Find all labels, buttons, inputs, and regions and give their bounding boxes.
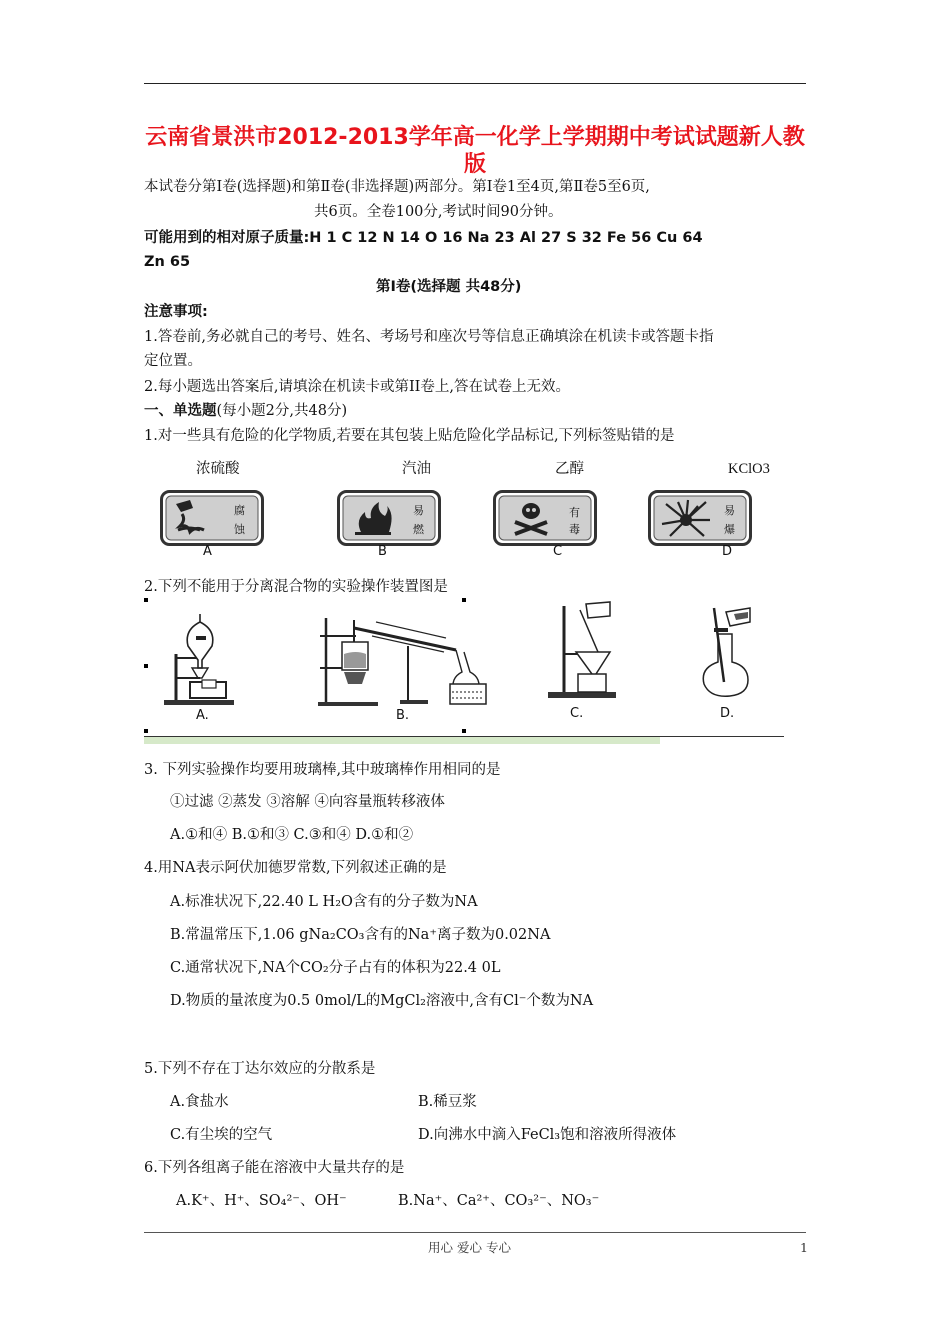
header-rule — [144, 83, 806, 84]
selection-handle — [144, 664, 148, 668]
q2-label-c: C. — [570, 706, 584, 721]
flammable-char-2: 燃 — [413, 523, 424, 536]
explosive-char-2: 爆 — [724, 523, 735, 536]
atomic-mass-line: 可能用到的相对原子质量:H 1 C 12 N 14 O 16 Na 23 Al 27 S 32 Fe 56 Cu 64 — [144, 230, 703, 246]
q2-label-d: D. — [720, 706, 735, 721]
part1-header: 第Ⅰ卷(选择题 共48分) — [376, 279, 522, 295]
q3-options: A.①和④ B.①和③ C.③和④ D.①和② — [170, 827, 414, 843]
separatory-funnel-apparatus — [160, 606, 238, 708]
section-1-scoring: (每小题2分,共48分) — [216, 403, 348, 419]
toxic-char-1: 有 — [569, 506, 580, 519]
q1-letter-c: C — [553, 544, 563, 559]
footer-rule — [144, 1232, 806, 1233]
q6-stem: 6.下列各组离子能在溶液中大量共存的是 — [144, 1160, 405, 1176]
q5-option-a: A.食盐水 — [170, 1094, 229, 1110]
intro-line-2: 共6页。全卷100分,考试时间90分钟。 — [314, 204, 563, 220]
notice-title: 注意事项: — [144, 304, 208, 320]
q4-option-b: B.常温常压下,1.06 gNa₂CO₃含有的Na⁺离子数为0.02NA — [170, 927, 551, 943]
atomic-mass-cont: Zn 65 — [144, 254, 191, 270]
q4-option-a: A.标准状况下,22.40 L H₂O含有的分子数为NA — [170, 894, 478, 910]
selection-handle — [144, 729, 148, 733]
q3-items: ①过滤 ②蒸发 ③溶解 ④向容量瓶转移液体 — [170, 794, 445, 810]
distillation-apparatus — [316, 606, 492, 710]
q1-substance-a: 浓硫酸 — [196, 461, 240, 477]
explosive-char-1: 易 — [724, 504, 735, 517]
page-number: 1 — [800, 1240, 808, 1255]
flammable-icon — [337, 490, 441, 546]
q4-option-c: C.通常状况下,NA个CO₂分子占有的体积为22.4 0L — [170, 960, 501, 976]
q5-option-c: C.有尘埃的空气 — [170, 1127, 273, 1143]
q1-letter-b: B — [378, 544, 387, 559]
section-1-title: 一、单选题 — [144, 403, 217, 419]
page-title: 云南省景洪市2012-2013学年高一化学上学期期中考试试题新人教版 — [145, 125, 805, 177]
toxic-char-2: 毒 — [569, 523, 580, 536]
q5-option-d: D.向沸水中滴入FeCl₃饱和溶液所得液体 — [418, 1127, 677, 1143]
q1-letter-d: D — [722, 544, 733, 559]
q1-substance-d: KClO3 — [728, 461, 770, 477]
figure-underline — [144, 736, 784, 737]
corrosive-char-1: 腐 — [234, 504, 245, 517]
explosive-icon — [648, 490, 752, 546]
highlight-band — [144, 736, 660, 744]
corrosive-char-2: 蚀 — [234, 523, 245, 536]
toxic-icon — [493, 490, 597, 546]
q6-option-a: A.K⁺、H⁺、SO₄²⁻、OH⁻ — [176, 1193, 347, 1209]
q6-option-b: B.Na⁺、Ca²⁺、CO₃²⁻、NO₃⁻ — [398, 1193, 600, 1209]
notice-1-line-1: 1.答卷前,务必就自己的考号、姓名、考场号和座次号等信息正确填涂在机读卡或答题卡指 — [144, 329, 714, 345]
intro-line-1: 本试卷分第Ⅰ卷(选择题)和第Ⅱ卷(非选择题)两部分。第Ⅰ卷1至4页,第Ⅱ卷5至6页, — [144, 179, 650, 195]
footer-motto: 用心 爱心 专心 — [428, 1240, 511, 1255]
selection-handle — [462, 598, 466, 602]
section-1-heading — [144, 401, 347, 421]
notice-2: 2.每小题选出答案后,请填涂在机读卡或第II卷上,答在试卷上无效。 — [144, 379, 571, 395]
q5-stem: 5.下列不存在丁达尔效应的分散系是 — [144, 1061, 376, 1077]
q2-stem: 2.下列不能用于分离混合物的实验操作装置图是 — [144, 579, 448, 595]
selection-handle — [144, 598, 148, 602]
q3-stem: 3. 下列实验操作均要用玻璃棒,其中玻璃棒作用相同的是 — [144, 762, 501, 778]
volumetric-flask-apparatus — [690, 604, 760, 702]
q4-option-d: D.物质的量浓度为0.5 0mol/L的MgCl₂溶液中,含有Cl⁻个数为NA — [170, 993, 594, 1009]
q2-label-a: A. — [196, 708, 209, 723]
q1-substance-c: 乙醇 — [555, 461, 584, 477]
q4-stem: 4.用NA表示阿伏加德罗常数,下列叙述正确的是 — [144, 860, 447, 876]
q1-letter-a: A — [203, 544, 212, 559]
q1-stem: 1.对一些具有危险的化学物质,若要在其包装上贴危险化学品标记,下列标签贴错的是 — [144, 428, 675, 444]
flammable-char-1: 易 — [413, 504, 424, 517]
notice-1-line-2: 定位置。 — [144, 353, 202, 369]
corrosive-icon — [160, 490, 264, 546]
q2-label-b: B. — [396, 708, 410, 723]
q1-substance-b: 汽油 — [402, 461, 431, 477]
selection-handle — [462, 729, 466, 733]
q5-option-b: B.稀豆浆 — [418, 1094, 477, 1110]
filtration-apparatus — [540, 600, 622, 702]
